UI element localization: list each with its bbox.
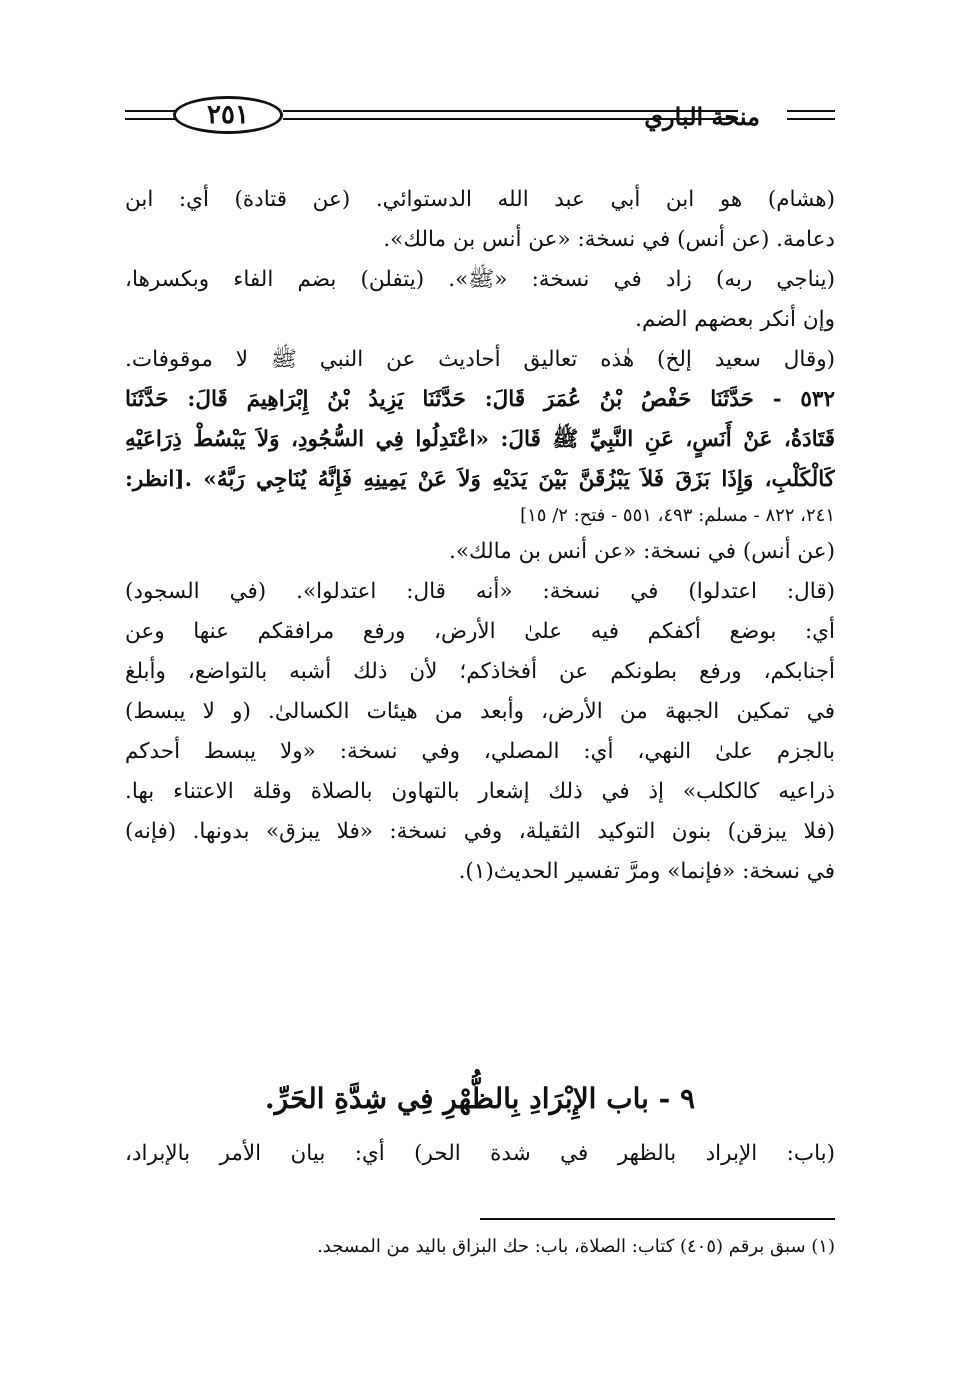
footnote-separator [480,1218,835,1220]
text-line: بالجزم علىٰ النهي، أي: المصلي، وفي نسخة: «ولا يبسط أحدكم [125,739,835,764]
header-rule-left-bottom [125,118,177,120]
text-line: دعامة. (عن أنس) في نسخة: «عن أنس بن مالك». [383,227,835,252]
header-rule-right-bottom [787,118,835,120]
text-line: (فلا يبزقن) بنون التوكيد الثقيلة، وفي نسخة: «فلا يبزق» بدونها. (فإنه) [125,819,835,844]
text-line: وإن أنكر بعضهم الضم. [635,307,835,332]
hadith-reference: ٢٤١، ٨٢٢ - مسلم: ٤٩٣، ٥٥١ - فتح: ٢/ ١٥] [520,505,835,526]
chapter-heading: ٩ - باب الإِبْرَادِ بِالظُّهْرِ فِي شِدَّةِ الحَرِّ. [264,1082,696,1115]
footnote: (١) سبق برقم (٤٠٥) كتاب: الصلاة، باب: حك البزاق باليد من المسجد. [317,1236,835,1257]
text-line: (يناجي ربه) زاد في نسخة: «ﷺ». (يتفلن) بضم الفاء وبكسرها، [125,267,835,292]
header-rule-left-top [125,110,177,112]
text-line: (قال: اعتدلوا) في نسخة: «أنه قال: اعتدلوا». (في السجود) [125,579,835,604]
text-line: (باب: الإبراد بالظهر في شدة الحر) أي: بيان الأمر بالإبراد، [125,1141,835,1166]
hadith-line: ٥٣٢ - حَدَّثَنَا حَفْصُ بْنُ عُمَرَ قَالَ: حَدَّثَنَا يَزِيدُ بْنُ إِبْرَاهِيمَ قَالَ: حَدَّثَنَا [125,387,835,412]
running-title: منحة الباري [644,102,760,131]
text-line: أجنابكم، ورفع بطونكم عن أفخاذكم؛ لأن ذلك أشبه بالتواضع، وأبلغ [125,659,835,684]
text-line: في تمكين الجبهة من الأرض، وأبعد من هيئات الكسالىٰ. (و لا يبسط) [125,699,835,724]
page-header [125,92,835,142]
text-line: (وقال سعيد إلخ) هٰذه تعاليق أحاديث عن النبي ﷺ لا موقوفات. [125,347,835,372]
hadith-line: كَالْكَلْبِ، وَإِذَا بَزَقَ فَلاَ يَبْزُقَنَّ بَيْنَ يَدَيْهِ وَلاَ عَنْ يَمِينِهِ فَإِنَّهُ يُنَاجِي رَبَّهُ» .[انظر: [125,467,835,492]
body-text [125,180,835,892]
text-line: (هشام) هو ابن أبي عبد الله الدستوائي. (عن قتادة) أي: ابن [125,187,835,212]
text-line: (عن أنس) في نسخة: «عن أنس بن مالك». [449,539,835,564]
text-line: أي: بوضع أكفكم فيه علىٰ الأرض، ورفع مرافقكم عنها وعن [125,619,835,644]
hadith-line: قَتَادَةُ، عَنْ أَنَسٍ، عَنِ النَّبِيِّ ﷺ قَالَ: «اعْتَدِلُوا فِي السُّجُودِ، وَلاَ يَبْسُطْ ذِرَاعَيْهِ [125,427,835,452]
text-line: في نسخة: «فإنما» ومرَّ تفسير الحديث(١). [458,859,835,884]
page-number: ٢٥١ [173,96,283,134]
text-line: ذراعيه كالكلب» إذ في ذلك إشعار بالتهاون بالصلاة وقلة الاعتناء بها. [125,779,835,804]
header-rule-right-top [787,110,835,112]
chapter-text [125,1134,835,1174]
